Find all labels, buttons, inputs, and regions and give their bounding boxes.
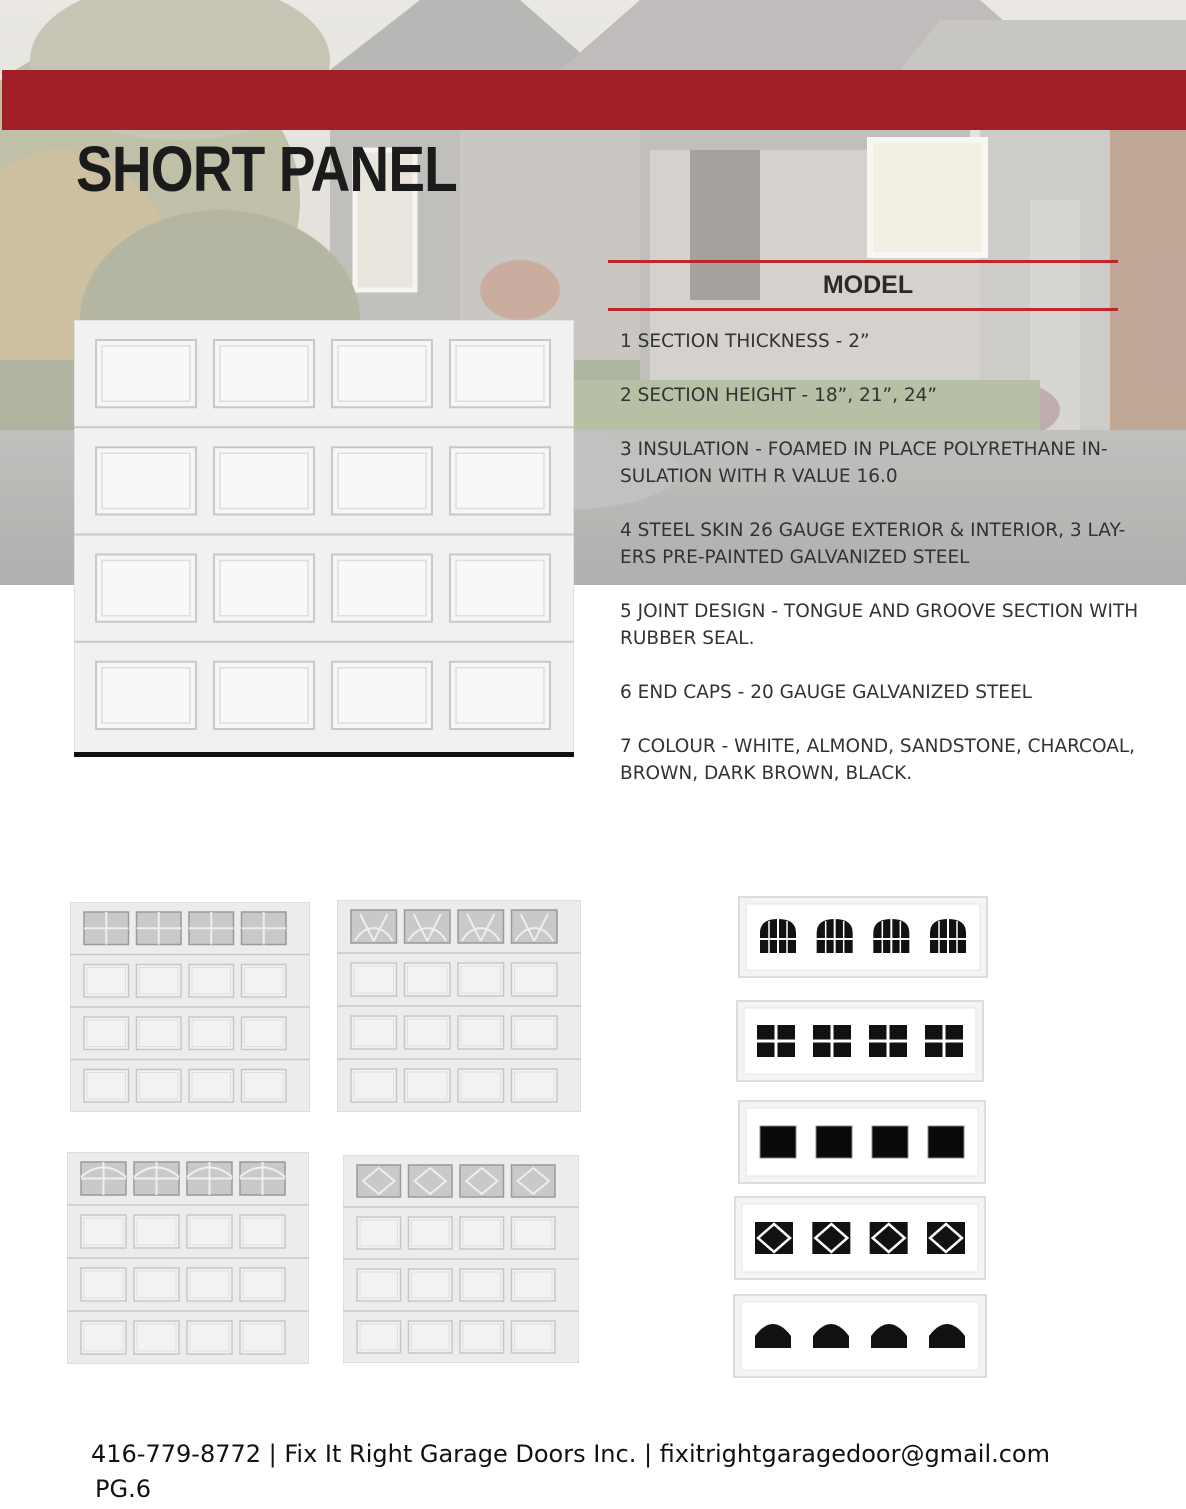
window-strip-solid-square	[738, 1100, 986, 1189]
footer-contact: 416-779-8772 | Fix It Right Garage Doors Inc. | fixitrightgaragedoor@gmail.com	[91, 1440, 1050, 1468]
spec-item: 1 SECTION THICKNESS - 2”	[620, 331, 870, 352]
page-number: PG.6	[95, 1475, 151, 1503]
garage-door-main-image	[74, 320, 574, 762]
model-header	[608, 260, 1118, 311]
spec-list	[620, 328, 1140, 814]
page-title: SHORT PANEL	[76, 133, 457, 205]
model-bottom-rule	[608, 308, 1118, 311]
window-strip-arch-top	[733, 1294, 987, 1383]
header-band	[2, 70, 1186, 130]
door-variant-diamond	[343, 1155, 579, 1368]
door-variant-cathedral	[67, 1152, 309, 1369]
spec-item: 5 JOINT DESIGN - TONGUE AND GROOVE SECTION WITH RUBBER SEAL.	[620, 601, 1139, 649]
door-variant-sunray	[337, 900, 581, 1117]
spec-item: 2 SECTION HEIGHT - 18”, 21”, 24”	[620, 385, 937, 406]
spec-item: 7 COLOUR - WHITE, ALMOND, SANDSTONE, CHARCOAL, BROWN, DARK BROWN, BLACK.	[620, 736, 1136, 784]
window-strip-arched	[738, 896, 988, 983]
window-strip-square-grid	[736, 1000, 984, 1087]
door-variant-stockton	[70, 902, 310, 1117]
spec-item: 3 INSULATION - FOAMED IN PLACE POLYRETHANE IN- SULATION WITH R VALUE 16.0	[620, 439, 1108, 487]
spec-item: 4 STEEL SKIN 26 GAUGE EXTERIOR & INTERIOR, 3 LAY- ERS PRE-PAINTED GALVANIZED STEEL	[620, 520, 1126, 568]
spec-item: 6 END CAPS - 20 GAUGE GALVANIZED STEEL	[620, 682, 1032, 703]
model-heading: MODEL	[822, 271, 914, 299]
window-strip-diamond	[734, 1196, 986, 1285]
